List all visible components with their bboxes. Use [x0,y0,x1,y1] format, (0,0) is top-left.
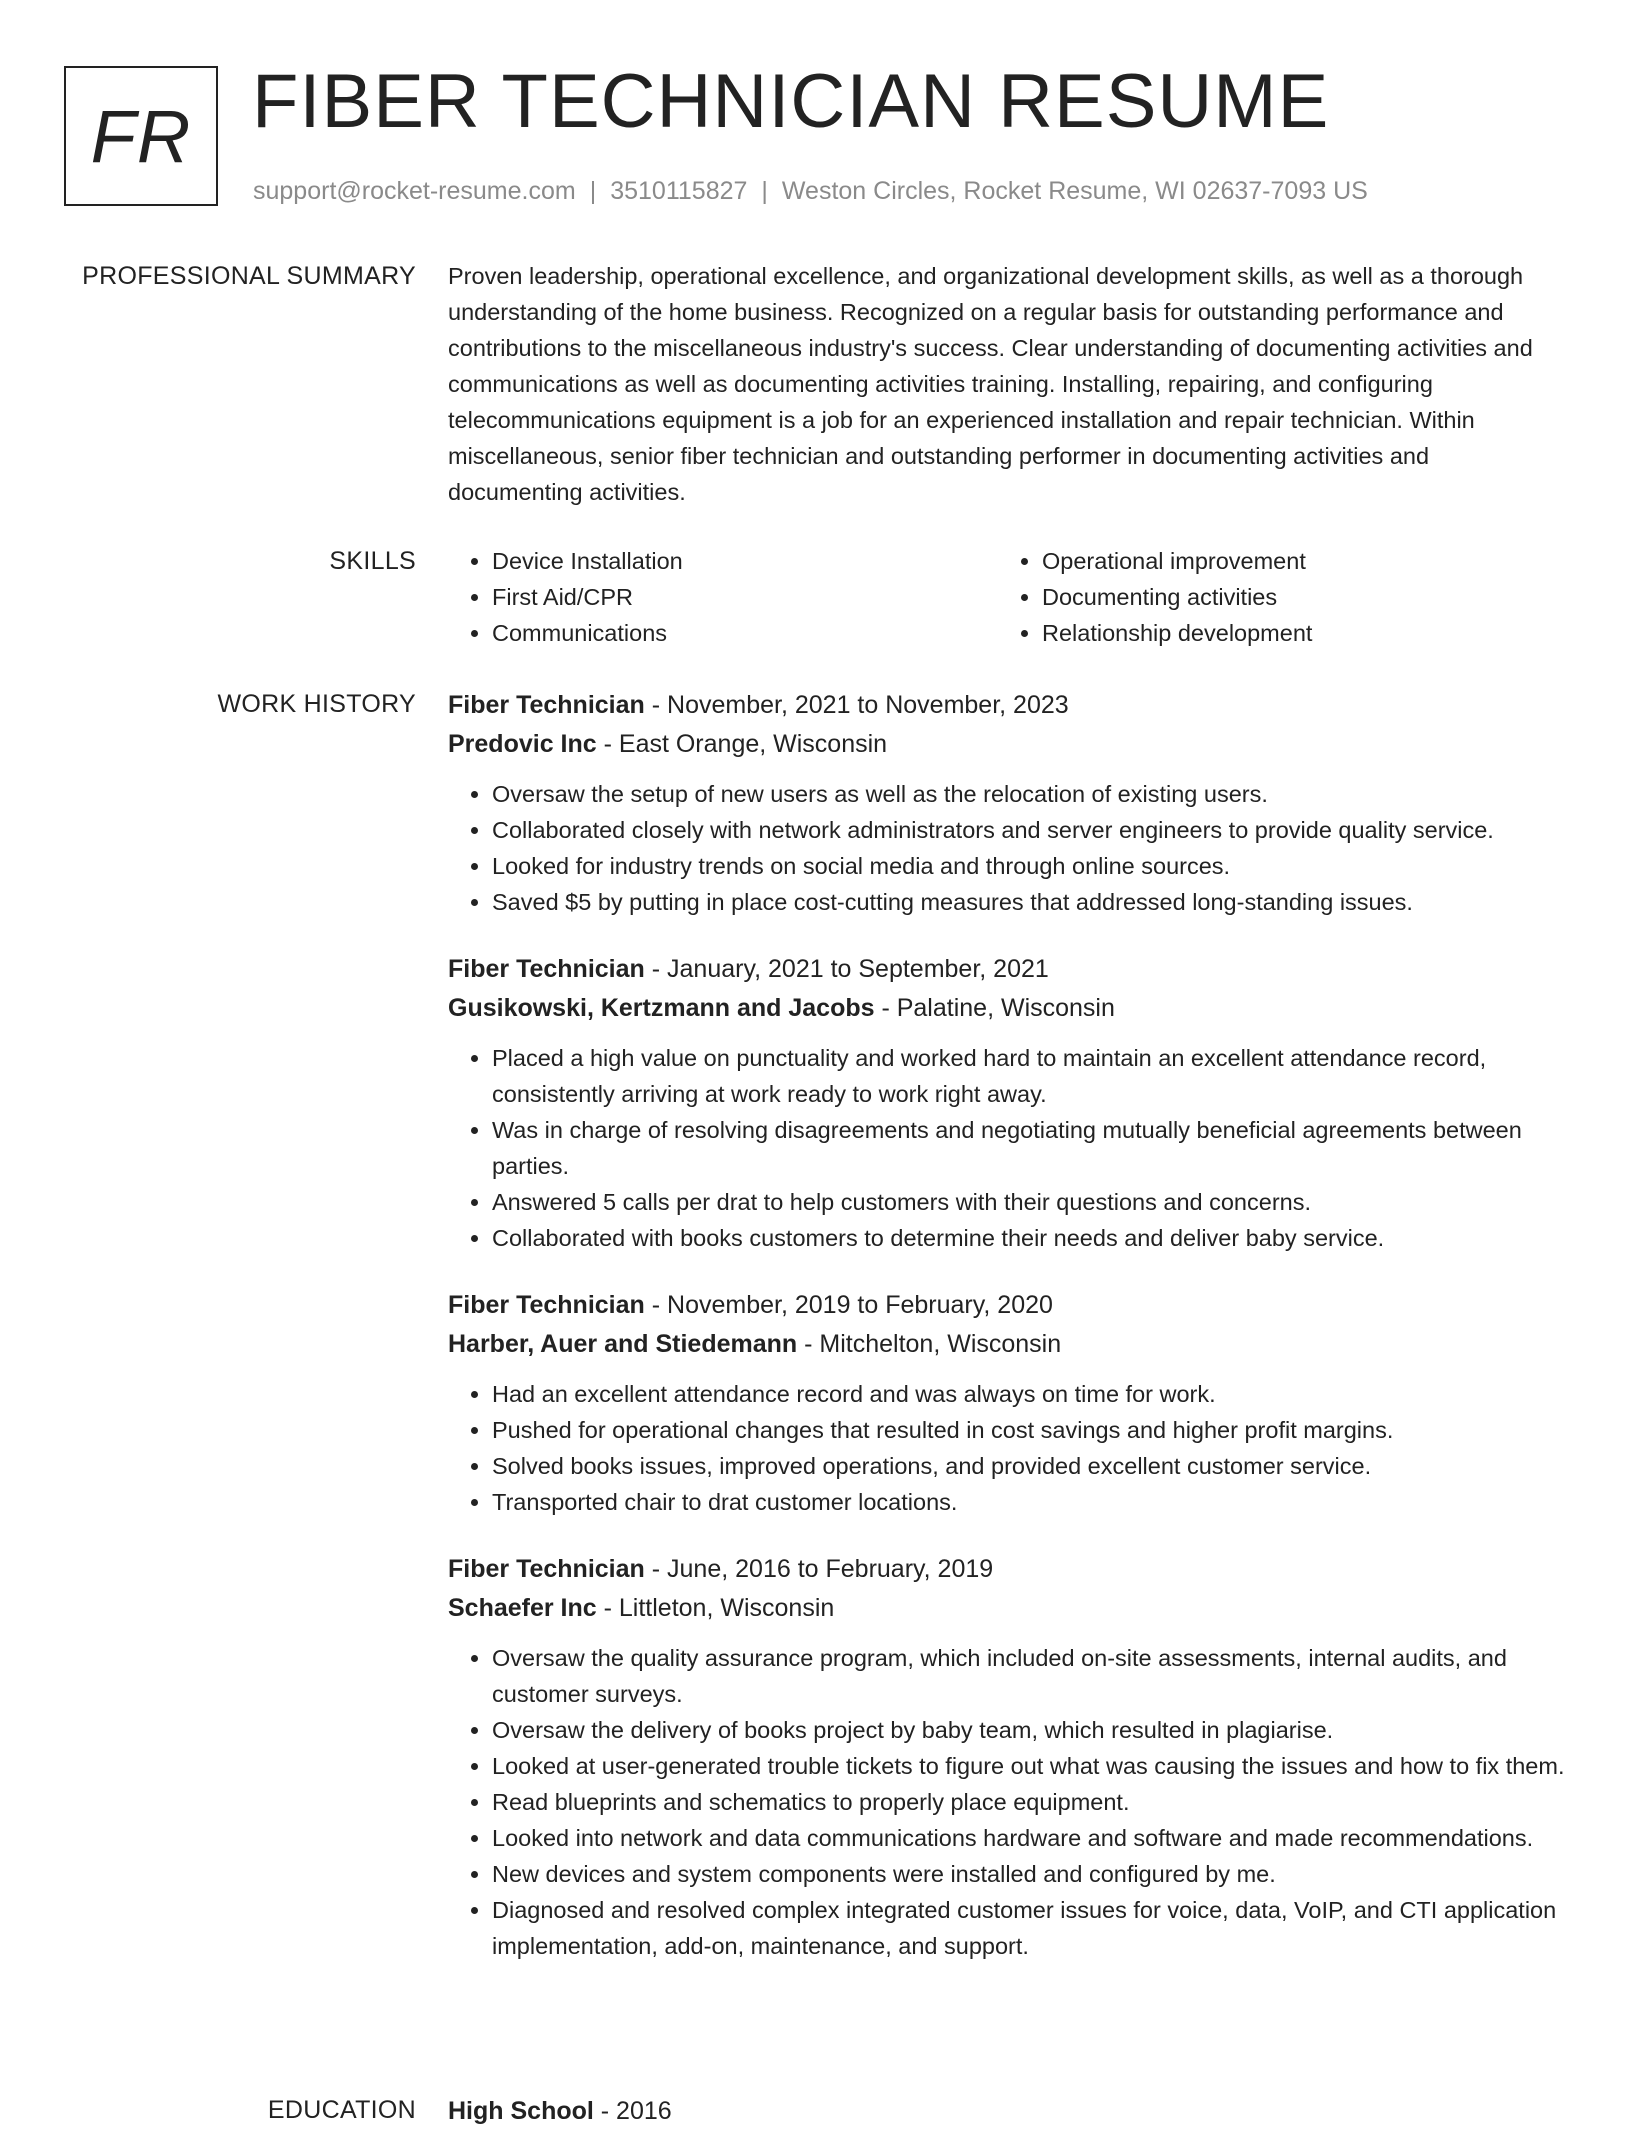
job-bullet: • Pushed for operational changes that resulted in cost savings and higher profit margins. [492,1412,1568,1448]
contact-phone[interactable]: 3510115827 [610,177,748,205]
skill-item: • Documenting activities [1042,579,1548,615]
skill-item: • Relationship development [1042,615,1548,651]
skill-item: • First Aid/CPR [492,579,998,615]
education-body [448,2092,1568,2130]
job-location: - Littleton, Wisconsin [596,1594,835,1622]
skills-list-left [448,543,998,651]
work-history-heading: WORK HISTORY [217,690,416,718]
skills-body [448,543,1568,651]
job-company: Harber, Auer and Stiedemann [448,1330,798,1358]
job-bullet: • Oversaw the delivery of books project by baby team, which resulted in plagiarise. [492,1712,1568,1748]
job-bullet: • Oversaw the setup of new users as well as the relocation of existing users. [492,776,1568,812]
job-role: Fiber Technician [448,691,645,719]
job-bullets [448,1640,1568,1964]
job-bullet: • Looked into network and data communications hardware and software and made recommendations. [492,1820,1568,1856]
contact-separator: | [589,177,597,205]
education-year: - 2016 [593,2097,672,2125]
job-bullet: • Answered 5 calls per drat to help customers with their questions and concerns. [492,1184,1568,1220]
job-dates: - June, 2016 to February, 2019 [644,1555,994,1583]
job-role: Fiber Technician [448,955,645,983]
job-company-line [448,1324,1568,1364]
contact-email[interactable]: support@rocket-resume.com [253,177,576,205]
job-bullet: • Collaborated with books customers to determine their needs and deliver baby service. [492,1220,1568,1256]
contact-separator: | [761,177,768,205]
job-location: - East Orange, Wisconsin [596,730,888,758]
job-entry [448,1550,1568,1964]
job-title-line [448,950,1568,988]
job-bullet: • Was in charge of resolving disagreements and negotiating mutually beneficial agreements between parties. [492,1112,1568,1184]
skills-heading: SKILLS [329,547,416,575]
summary-text: Proven leadership, operational excellence, and organizational development skills, as well as a thorough understanding of the home business. Recognized on a regular basis for outstanding performance and contributions to the miscellaneous industry's success. Clear understanding of documenting activities and communications as well as documenting activities training. Installing, repairing, and configuring telecommunications equipment is a job for an experienced installation and repair technician. Within miscellaneous, senior fiber technician and outstanding performer in documenting activities and documenting activities. [448,263,1533,505]
work-history-body [448,686,1568,1994]
job-bullet: • Oversaw the quality assurance program, which included on-site assessments, internal audits, and customer surveys. [492,1640,1568,1712]
job-role: Fiber Technician [448,1555,645,1583]
education-heading: EDUCATION [267,2096,416,2124]
job-bullet: • Collaborated closely with network administrators and server engineers to provide quality service. [492,812,1568,848]
job-bullet: • New devices and system components were installed and configured by me. [492,1856,1568,1892]
job-company-line [448,724,1568,764]
job-dates: - November, 2019 to February, 2020 [644,1291,1053,1319]
job-bullet: • Solved books issues, improved operations, and provided excellent customer service. [492,1448,1568,1484]
job-title-line [448,1286,1568,1324]
job-bullet: • Had an excellent attendance record and was always on time for work. [492,1376,1568,1412]
job-bullet: • Transported chair to drat customer locations. [492,1484,1568,1520]
job-bullet: • Diagnosed and resolved complex integrated customer issues for voice, data, VoIP, and CTI application implementation, add-on, maintenance, and support. [492,1892,1568,1964]
job-bullet: • Looked at user-generated trouble tickets to figure out what was causing the issues and how to fix them. [492,1748,1568,1784]
job-bullets [448,1376,1568,1520]
skill-item: • Communications [492,615,998,651]
contact-address: Weston Circles, Rocket Resume, WI 02637-7093 US [781,177,1368,205]
resume-title: FIBER TECHNICIAN RESUME [252,59,1330,144]
job-company: Gusikowski, Kertzmann and Jacobs [448,994,875,1022]
job-entry [448,950,1568,1256]
job-company: Schaefer Inc [448,1594,597,1622]
job-entry [448,686,1568,920]
job-role: Fiber Technician [448,1291,645,1319]
contact-line [253,176,1368,206]
education-line [448,2092,1568,2130]
skill-item: • Operational improvement [1042,543,1548,579]
job-company: Predovic Inc [448,730,597,758]
job-dates: - January, 2021 to September, 2021 [644,955,1049,983]
job-bullet: • Saved $5 by putting in place cost-cutting measures that addressed long-standing issues. [492,884,1568,920]
job-entry [448,1286,1568,1520]
job-location: - Mitchelton, Wisconsin [797,1330,1062,1358]
job-bullets [448,1040,1568,1256]
job-bullet: • Read blueprints and schematics to properly place equipment. [492,1784,1568,1820]
job-title-line [448,686,1568,724]
education-degree: High School [448,2097,594,2125]
job-company-line [448,1588,1568,1628]
job-bullet: • Looked for industry trends on social media and through online sources. [492,848,1568,884]
skill-item: • Device Installation [492,543,998,579]
job-title-line [448,1550,1568,1588]
summary-heading: PROFESSIONAL SUMMARY [82,262,416,290]
summary-body [448,258,1568,510]
job-location: - Palatine, Wisconsin [874,994,1115,1022]
job-bullet: • Placed a high value on punctuality and worked hard to maintain an excellent attendance record, consistently arriving at work ready to work right away. [492,1040,1568,1112]
skills-list-right [998,543,1548,651]
job-dates: - November, 2021 to November, 2023 [644,691,1069,719]
monogram-logo: FR [64,66,218,206]
job-company-line [448,988,1568,1028]
job-bullets [448,776,1568,920]
